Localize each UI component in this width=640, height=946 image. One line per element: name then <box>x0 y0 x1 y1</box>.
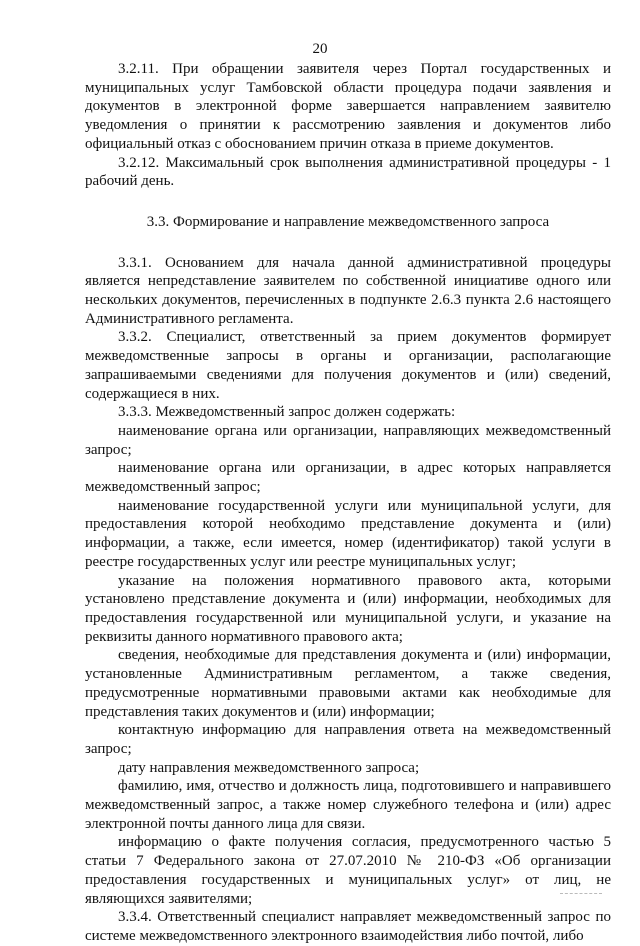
list-item-requesting-organ: наименование органа или организации, направляющих межведомственный запрос; <box>85 422 611 458</box>
document-body <box>85 60 611 946</box>
paragraph-3-3-2: 3.3.2. Специалист, ответственный за прием документов формирует межведомственные запросы в органы и организации, располагающие запрашиваемыми сведениями для получения документов и (или) сведений, содержащиеся в них. <box>85 329 611 402</box>
list-item-legal-act: указание на положения нормативного правового акта, которыми установлено представление документа и (или) информации, необходимых для предоставления государственной или муниципальной услуги, и указание на реквизиты данного нормативного правового акта; <box>85 572 611 645</box>
section-3-3-body <box>85 254 611 946</box>
footer-rule <box>560 893 602 894</box>
list-item-contact-info: контактную информацию для направления ответа на межведомственный запрос; <box>85 722 611 757</box>
page-number: 20 <box>312 41 328 57</box>
paragraph-3-3-4: 3.3.4. Ответственный специалист направляет межведомственный запрос по системе межведомственного электронного взаимодействия либо почтой, либо <box>85 909 611 944</box>
list-item-service-name: наименование государственной услуги или муниципальной услуги, для предоставления которой необходимо представление документа и (или) информации, а также, если имеется, номер (идентификатор) такой услуги в реестре государственных услуг или реестре муниципальных услуг; <box>85 497 611 570</box>
list-item-consent-info: информацию о факте получения согласия, предусмотренного частью 5 статьи 7 Федерального закона от 27.07.2010 № 210-ФЗ «Об организации предоставления государственных и муниципальных услуг» от лиц, не являющихся заявителями; <box>85 834 611 907</box>
paragraph-3-2-11: 3.2.11. При обращении заявителя через Портал государственных и муниципальных услуг Тамбовской области процедура подачи заявления и документов в электронной форме завершается направлением заявителю уведомления о принятии к рассмотрению заявления и документов либо официальный отказ с обоснованием причин отказа в приеме документов. <box>85 61 611 152</box>
paragraph-3-2-12: 3.2.12. Максимальный срок выполнения административной процедуры - 1 рабочий день. <box>85 154 611 190</box>
list-item-responsible-person: фамилию, имя, отчество и должность лица, подготовившего и направившего межведомственный запрос, а также номер служебного телефона и (или) адрес электронной почты данного лица для связи. <box>85 778 611 832</box>
list-item-required-info: сведения, необходимые для представления документа и (или) информации, установленные Административным регламентом, а также сведения, предусмотренные нормативными правовыми актами как необходимые для представления таких документов и (или) информации; <box>85 647 611 720</box>
section-heading-3-3: 3.3. Формирование и направление межведомственного запроса <box>146 213 550 230</box>
list-item-request-date: дату направления межведомственного запроса; <box>118 759 420 776</box>
paragraph-3-3-1: 3.3.1. Основанием для начала данной административной процедуры является непредставление заявителем по собственной инициативе одного или нескольких документов, перечисленных в подпункте 2.6.3 пункта 2.6 настоящего Административного регламента. <box>85 254 611 327</box>
paragraph-3-3-3: 3.3.3. Межведомственный запрос должен содержать: <box>118 404 456 421</box>
list-item-addressee-organ: наименование органа или организации, в адрес которых направляется межведомственный запрос; <box>85 460 611 496</box>
